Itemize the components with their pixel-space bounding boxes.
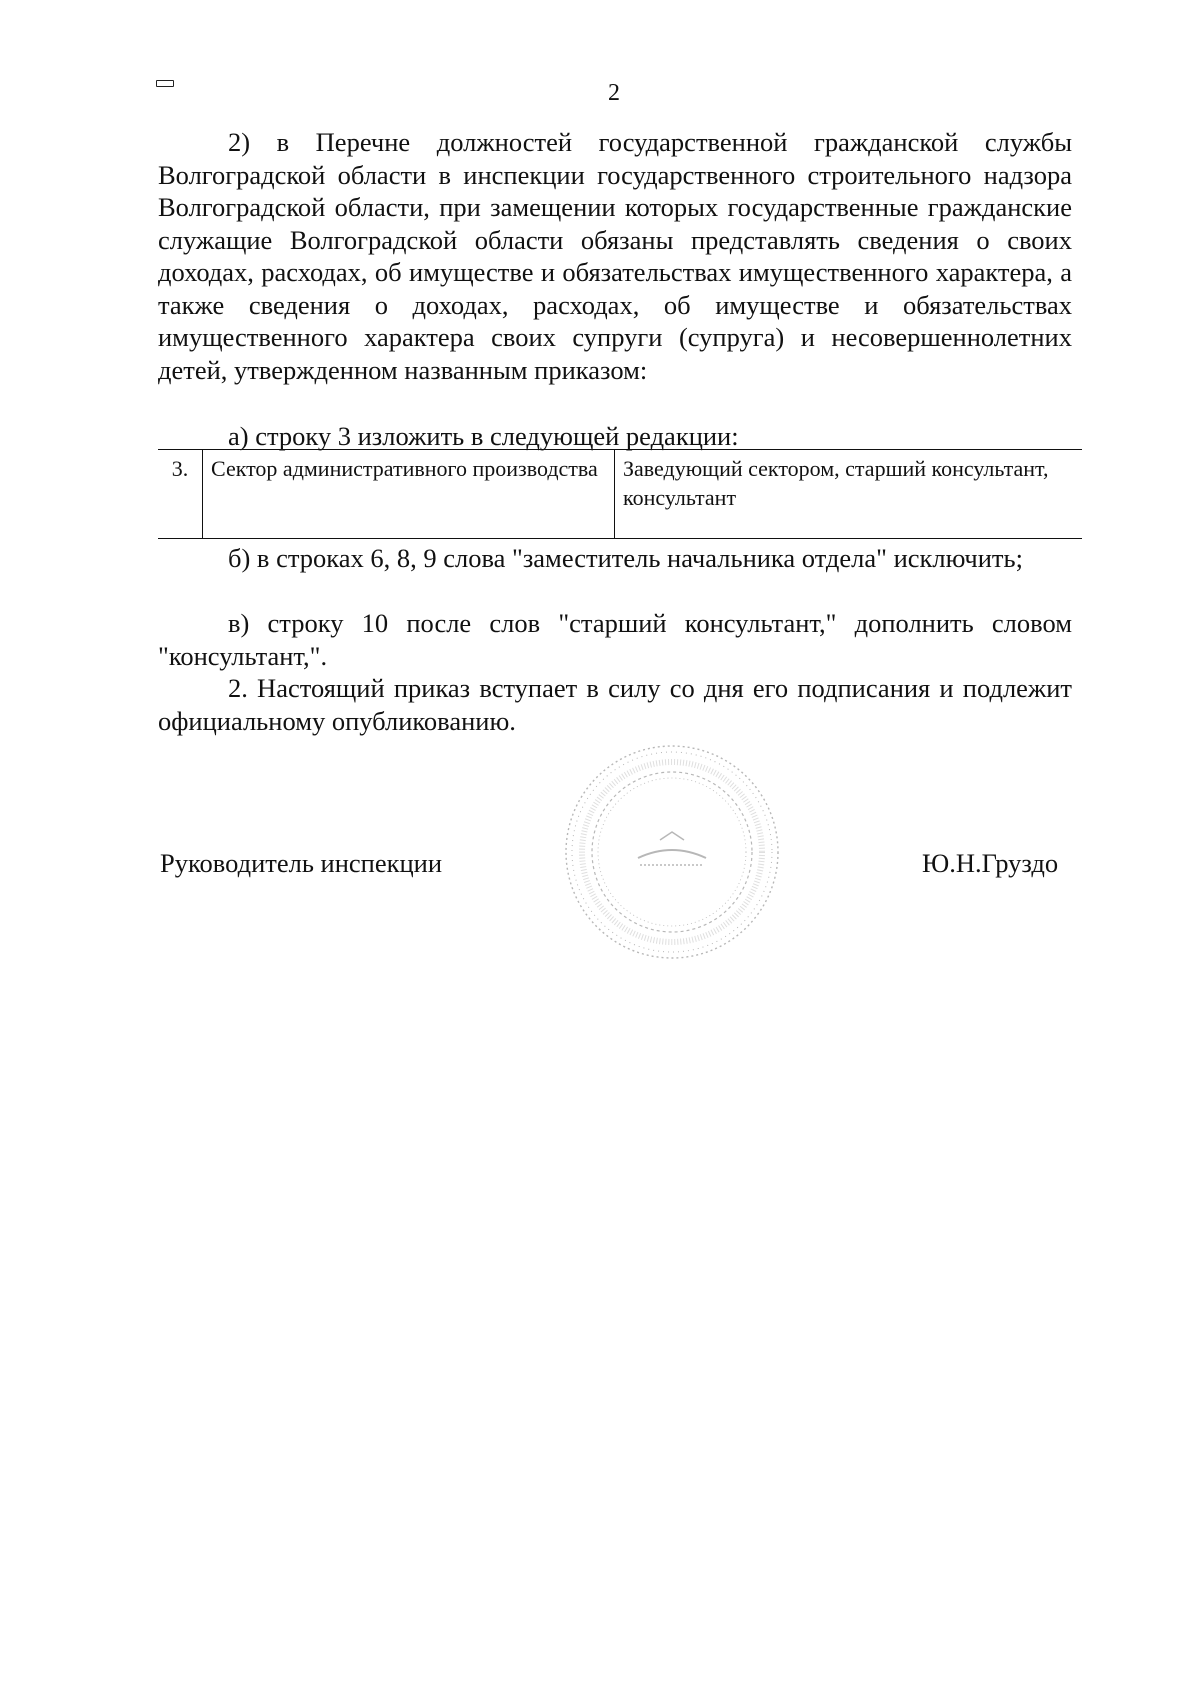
table-cell-unit: Сектор административного производства — [202, 450, 614, 538]
page-number: 2 — [608, 80, 620, 106]
table-cell-positions: Заведующий сектором, старший консультант, консультант — [614, 450, 1082, 538]
paragraph-2 — [158, 672, 1072, 737]
paragraph-1-text: 2) в Перечне должностей государственной гражданской службы Волгоградской области в инспекции государственного строительного надзора Волгоградской области, при замещении которых государственные гражданские служащие Волгоградской области обязаны представлять сведения о своих доходах, расходах, об имуществе и обязательствах имущественного характера, а также сведения о доходах, расходах, об имуществе и обязательствах имущественного характера своих супруги (супруга) и несовершеннолетних детей, утвержденном названным приказом: — [158, 127, 1072, 385]
signatory-title: Руководитель инспекции — [160, 848, 443, 878]
item-c-text: в) строку 10 после слов "старший консультант," дополнить словом "консультант,". — [158, 608, 1072, 671]
item-b — [158, 542, 1072, 575]
paragraph-2-text: 2. Настоящий приказ вступает в силу со дня его подписания и подлежит официальному опубликованию. — [158, 673, 1072, 736]
item-a: а) строку 3 изложить в следующей редакции: — [228, 421, 739, 451]
table-cell-number: 3. — [171, 456, 189, 481]
official-seal-icon — [560, 740, 785, 965]
item-c — [158, 607, 1072, 672]
item-b-text: б) в строках 6, 8, 9 слова "заместитель начальника отдела" исключить; — [228, 543, 1023, 573]
paragraph-list-amendment — [158, 126, 1072, 386]
amendment-table — [158, 449, 1082, 539]
signatory-name: Ю.Н.Груздо — [922, 848, 1059, 878]
